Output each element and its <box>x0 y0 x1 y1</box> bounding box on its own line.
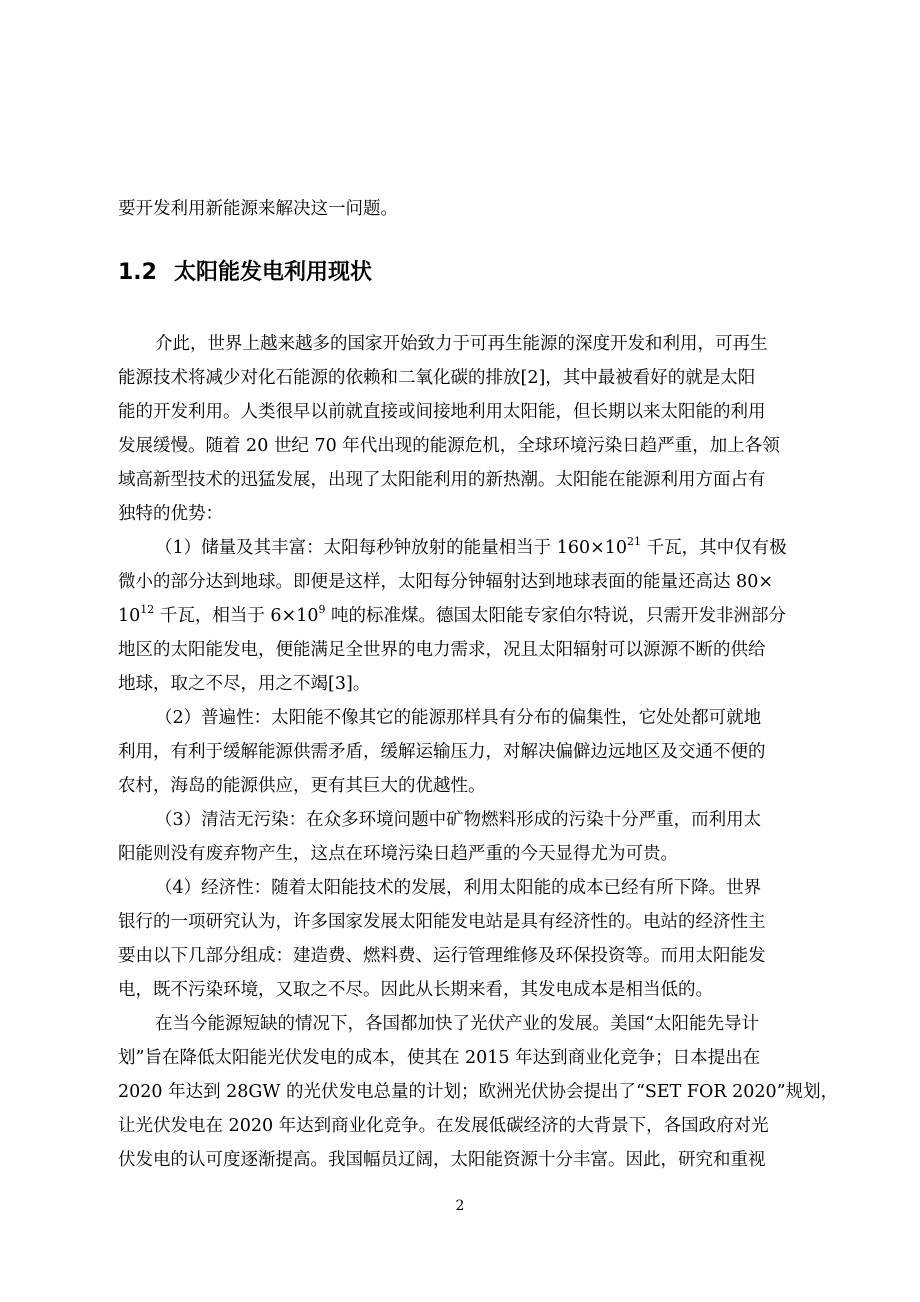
paragraph-line: 农村，海岛的能源供应，更有其巨大的优越性。 <box>118 776 486 796</box>
paragraph-line: 伏发电的认可度逐渐提高。我国幅员辽阔，太阳能资源十分丰富。因此，研究和重视 <box>118 1150 766 1170</box>
paragraph-line: 介此，世界上越来越多的国家开始致力于可再生能源的深度开发和利用，可再生 <box>155 334 768 354</box>
paragraph-line: 发展缓慢。随着 20 世纪 70 年代出现的能源危机，全球环境污染日趋严重，加上各领 <box>118 436 780 456</box>
paragraph-line: 独特的优势： <box>118 504 223 524</box>
paragraph-line: 微小的部分达到地球。即便是这样，太阳每分钟辐射达到地球表面的能量还高达 80× <box>118 572 773 592</box>
paragraph-line: 利用，有利于缓解能源供需矛盾，缓解运输压力，对解决偏僻边远地区及交通不便的 <box>118 742 766 762</box>
exponent: 12 <box>140 603 155 617</box>
paragraph-line: 银行的一项研究认为，许多国家发展太阳能发电站是具有经济性的。电站的经济性主 <box>118 912 766 932</box>
page-number: 2 <box>455 1198 465 1214</box>
paragraph-line: 2020 年达到 28GW 的光伏发电总量的计划；欧洲光伏协会提出了“SET FOR 2020”规划， <box>118 1082 839 1102</box>
section-title: 太阳能发电利用现状 <box>174 260 373 285</box>
paragraph-line: （2）普遍性：太阳能不像其它的能源那样具有分布的偏集性，它处处都可就地 <box>155 708 762 728</box>
paragraph-line: 域高新型技术的迅猛发展，出现了太阳能利用的新热潮。太阳能在能源利用方面占有 <box>118 470 766 490</box>
exponent: 9 <box>318 603 326 617</box>
paragraph-line: 能源技术将减少对化石能源的依赖和二氧化碳的排放[2]，其中最被看好的就是太阳 <box>118 368 756 388</box>
paragraph-line: 地球，取之不尽，用之不竭[3]。 <box>118 674 371 694</box>
section-number: 1.2 <box>118 260 157 285</box>
paragraph-line: （1）储量及其丰富：太阳每秒钟放射的能量相当于 $160\times 10^{21}$ 千瓦，其中仅有极 <box>155 535 787 558</box>
paragraph-line: 要由以下几部分组成：建造费、燃料费、运行管理维修及环保投资等。而用太阳能发 <box>118 946 766 966</box>
paragraph-line: 地区的太阳能发电，便能满足全世界的电力需求，况且太阳辐射可以源源不断的供给 <box>118 640 766 660</box>
paragraph-line: 在当今能源短缺的情况下，各国都加快了光伏产业的发展。美国“太阳能先导计 <box>155 1014 759 1034</box>
paragraph-line: 让光伏发电在 2020 年达到商业化竞争。在发展低碳经济的大背景下，各国政府对光 <box>118 1116 769 1136</box>
section-heading <box>118 258 372 288</box>
paragraph-line: 电，既不污染环境，又取之不尽。因此从长期来看，其发电成本是相当低的。 <box>118 980 713 1000</box>
paragraph-line: （4）经济性：随着太阳能技术的发展，利用太阳能的成本已经有所下降。世界 <box>155 878 762 898</box>
paragraph-line: 能的开发利用。人类很早以前就直接或间接地利用太阳能，但长期以来太阳能的利用 <box>118 402 766 422</box>
paragraph-line: 阳能则没有废弃物产生，这点在环境污染日趋严重的今天显得尤为可贵。 <box>118 844 678 864</box>
exponent: 21 <box>627 535 642 549</box>
paragraph-line: $10^{12}$ 千瓦，相当于 $6\times 10^9$ 吨的标准煤。德国太阳能专家伯尔特说，只需开发非洲部分 <box>118 603 787 626</box>
paragraph-line: 划”旨在降低太阳能光伏发电的成本，使其在 2015 年达到商业化竞争；日本提出在 <box>118 1048 761 1068</box>
previous-paragraph-tail: 要开发利用新能源来解决这一问题。 <box>118 199 398 219</box>
paragraph-line: （3）清洁无污染：在众多环境问题中矿物燃料形成的污染十分严重，而利用太 <box>155 810 762 830</box>
